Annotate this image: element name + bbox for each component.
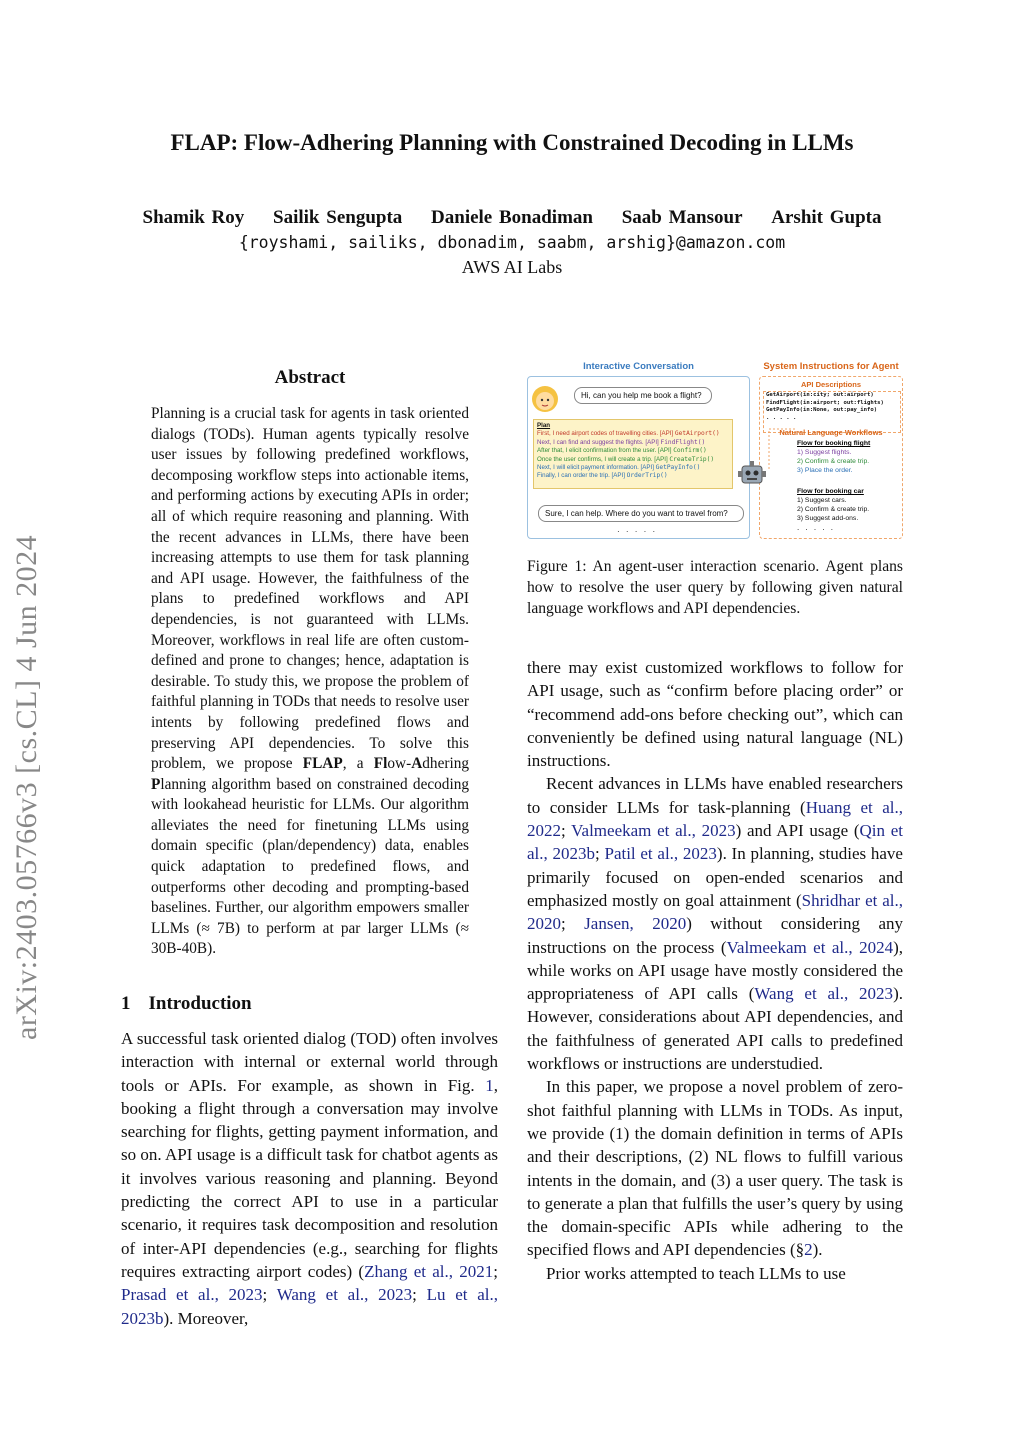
- plan-step: After that, I elicit confirmation from the user. [API] Confirm(): [537, 447, 707, 455]
- paragraph: Prior works attempted to teach LLMs to use: [546, 1263, 846, 1283]
- citation-link[interactable]: Shridhar et al., 2020: [527, 890, 903, 934]
- plan-step: Next, I will elicit payment information. [API] GetPayInfo(): [537, 464, 701, 472]
- figure-left-title: Interactive Conversation: [583, 361, 694, 372]
- plan-step: Next, I can find and suggest the flights. [API] FindFlight(): [537, 438, 706, 446]
- paragraph: In this paper, we propose a novel problem of zero-shot faithful planning with LLMs in TODs. As input, we provide (1) the domain definition in terms of APIs and their descriptions, (2) NL flows to fulfill various intents in the domain, and (3) a user query. The task is to generate a plan that fulfills the user’s query by using the domain-specific APIs while adhering to the specified flows and API dependencies (§2).: [527, 1077, 903, 1260]
- plan-step: First, I need airport codes of travelling cities. [API] GetAirport(): [537, 430, 720, 438]
- paragraph: Recent advances in LLMs have enabled researchers to consider LLMs for task-planning (Huang et al., 2022; Valmeekam et al., 2023) and API usage (Qin et al., 2023b; Patil et al., 2023). In planning, studies have primarily focused on open-ended scenarios and emphasized mostly on goal attainment (Shridhar et al., 2020; Jansen, 2020) without considering any instructions on the process (Valmeekam et al., 2024), while works on API usage have mostly considered the appropriateness of API calls (Wang et al., 2023). However, considerations about API dependencies, and the faithfulness of generated API calls to predefined workflows or instructions are understudied.: [527, 774, 904, 1074]
- citation-link[interactable]: Prasad et al., 2023: [121, 1285, 263, 1305]
- author: Shamik Roy: [142, 207, 245, 228]
- citation-link[interactable]: Valmeekam et al., 2024: [726, 937, 894, 957]
- plan-box: [533, 419, 733, 489]
- figure-caption: Figure 1: An agent-user interaction scenario. Agent plans how to resolve the user query by following given natural language workflows and API dependencies.: [527, 558, 903, 617]
- citation-link[interactable]: Lu et al., 2023b: [121, 1285, 498, 1328]
- author: Daniele Bonadiman: [431, 207, 593, 228]
- abstract-text: Planning is a crucial task for agents in task oriented dialogs (TODs). Human agents typically resolve user issues by following predefined workflows, decomposing workflow steps into actionable items, and performing actions by executing APIs in order; all of which require reasoning and planning. With the recent advances in LLMs, there have been increasing attempts to use them for task planning and API usage. However, the faithfulness of the plans to predefined workflows and API dependencies, is not guaranteed with LLMs. Moreover, workflows in real life are often custom-defined and prone to changes; hence, adaptation is desirable. To study this, we propose the problem of faithful planning in TODs that needs to resolve user intents by following predefined flows and preserving API dependencies. To solve this problem, we propose FLAP, a Flow-Adhering Planning algorithm based on constrained decoding with lookahead heuristic for LLMs. Our algorithm alleviates the need for finetuning LLMs using domain specific (plan/dependency) data, enables quick adaptation to predefined flows, and outperforms other decoding and prompting-based baselines. Further, our algorithm empowers smaller LLMs (≈ 7B) to perform at par larger LLMs (≈ 30B-40B).: [151, 405, 469, 958]
- intro-right-column: [527, 656, 903, 1285]
- api-descriptions-title: API Descriptions: [800, 380, 861, 389]
- author: Sailik Sengupta: [273, 207, 403, 228]
- citation-link[interactable]: Zhang et al., 2021: [364, 1261, 494, 1281]
- user-avatar-icon: [530, 383, 560, 415]
- agent-robot-icon: [737, 459, 767, 489]
- arxiv-identifier: arXiv:2403.05766v3 [cs.CL] 4 Jun 2024: [10, 534, 43, 1040]
- nl-workflows-title: Natural Language Workflows: [779, 428, 883, 437]
- citation-link[interactable]: Wang et al., 2023: [276, 1285, 413, 1305]
- citation-link[interactable]: Jansen, 2020: [584, 914, 687, 934]
- flow-booking-flight: Flow for booking flight 1) Suggest flights. 2) Confirm & create trip. 3) Place the order.: [797, 440, 871, 474]
- plan-label: Plan: [537, 422, 551, 429]
- intro-left-column: A successful task oriented dialog (TOD) often involves interaction with internal or external world through tools or APIs. For example, as shown in Fig. 1, booking a flight through a conversation may involve searching for flights, getting payment information, and so on. API usage is a difficult task for chatbot agents as it involves various reasoning and planning. Beyond predicting the correct API to use in a particular scenario, it requires task decomposition and resolution of inter-API dependencies (e.g., searching for flights requires extracting airport codes) (Zhang et al., 2021; Prasad et al., 2023; Wang et al., 2023; Lu et al., 2023b). Moreover,: [121, 1029, 499, 1328]
- figure-1: [527, 361, 903, 541]
- citation-link[interactable]: Patil et al., 2023: [604, 844, 717, 864]
- author: Arshit Gupta: [771, 207, 882, 228]
- paragraph: there may exist customized workflows to follow for API usage, such as “confirm before placing order” or “recommend add-ons before checking out”, which can conveniently be defined using natural language (NL) instructions.: [527, 658, 903, 771]
- citation-link[interactable]: Huang et al., 2022: [527, 797, 904, 841]
- author-list: [0, 207, 1024, 229]
- agent-message-bubble: Sure, I can help. Where do you want to travel from?: [538, 505, 744, 522]
- citation-link[interactable]: Valmeekam et al., 2023: [571, 821, 736, 841]
- user-message-bubble: Hi, can you help me book a flight?: [574, 387, 712, 404]
- flow-booking-car: Flow for booking car 1) Suggest cars. 2) Confirm & create trip. 3) Suggest add-ons. . . . . .: [797, 488, 870, 532]
- flow-connector: [765, 425, 799, 471]
- paper-title: FLAP: Flow-Adhering Planning with Constrained Decoding in LLMs: [170, 130, 854, 155]
- plan-step: Finally, I can order the trip. [API] OrderTrip(): [537, 472, 668, 480]
- api-descriptions: GetAirport(in:city; out:airport) FindFlight(in:airport; out:flights) GetPayInfo(in:None, out:pay_info) . . . . .: [766, 392, 884, 421]
- plan-step: Once the user confirms, I will create a trip. [API] CreateTrip(): [537, 455, 715, 463]
- author: Saab Mansour: [621, 207, 743, 228]
- citation-link[interactable]: Wang et al., 2023: [754, 984, 894, 1004]
- affiliation: AWS AI Labs: [461, 257, 563, 277]
- conversation-ellipsis: · · · · ·: [617, 527, 658, 536]
- section-heading: 1 Introduction: [121, 993, 252, 1014]
- figure-link[interactable]: 1: [485, 1075, 494, 1095]
- section-link[interactable]: 2: [804, 1240, 813, 1260]
- figure-right-title: System Instructions for Agent: [763, 361, 899, 372]
- abstract-heading: Abstract: [274, 367, 346, 388]
- author-emails: {royshami, sailiks, dbonadim, saabm, arshig}@amazon.com: [238, 233, 786, 252]
- citation-link[interactable]: Qin et al., 2023b: [527, 821, 904, 864]
